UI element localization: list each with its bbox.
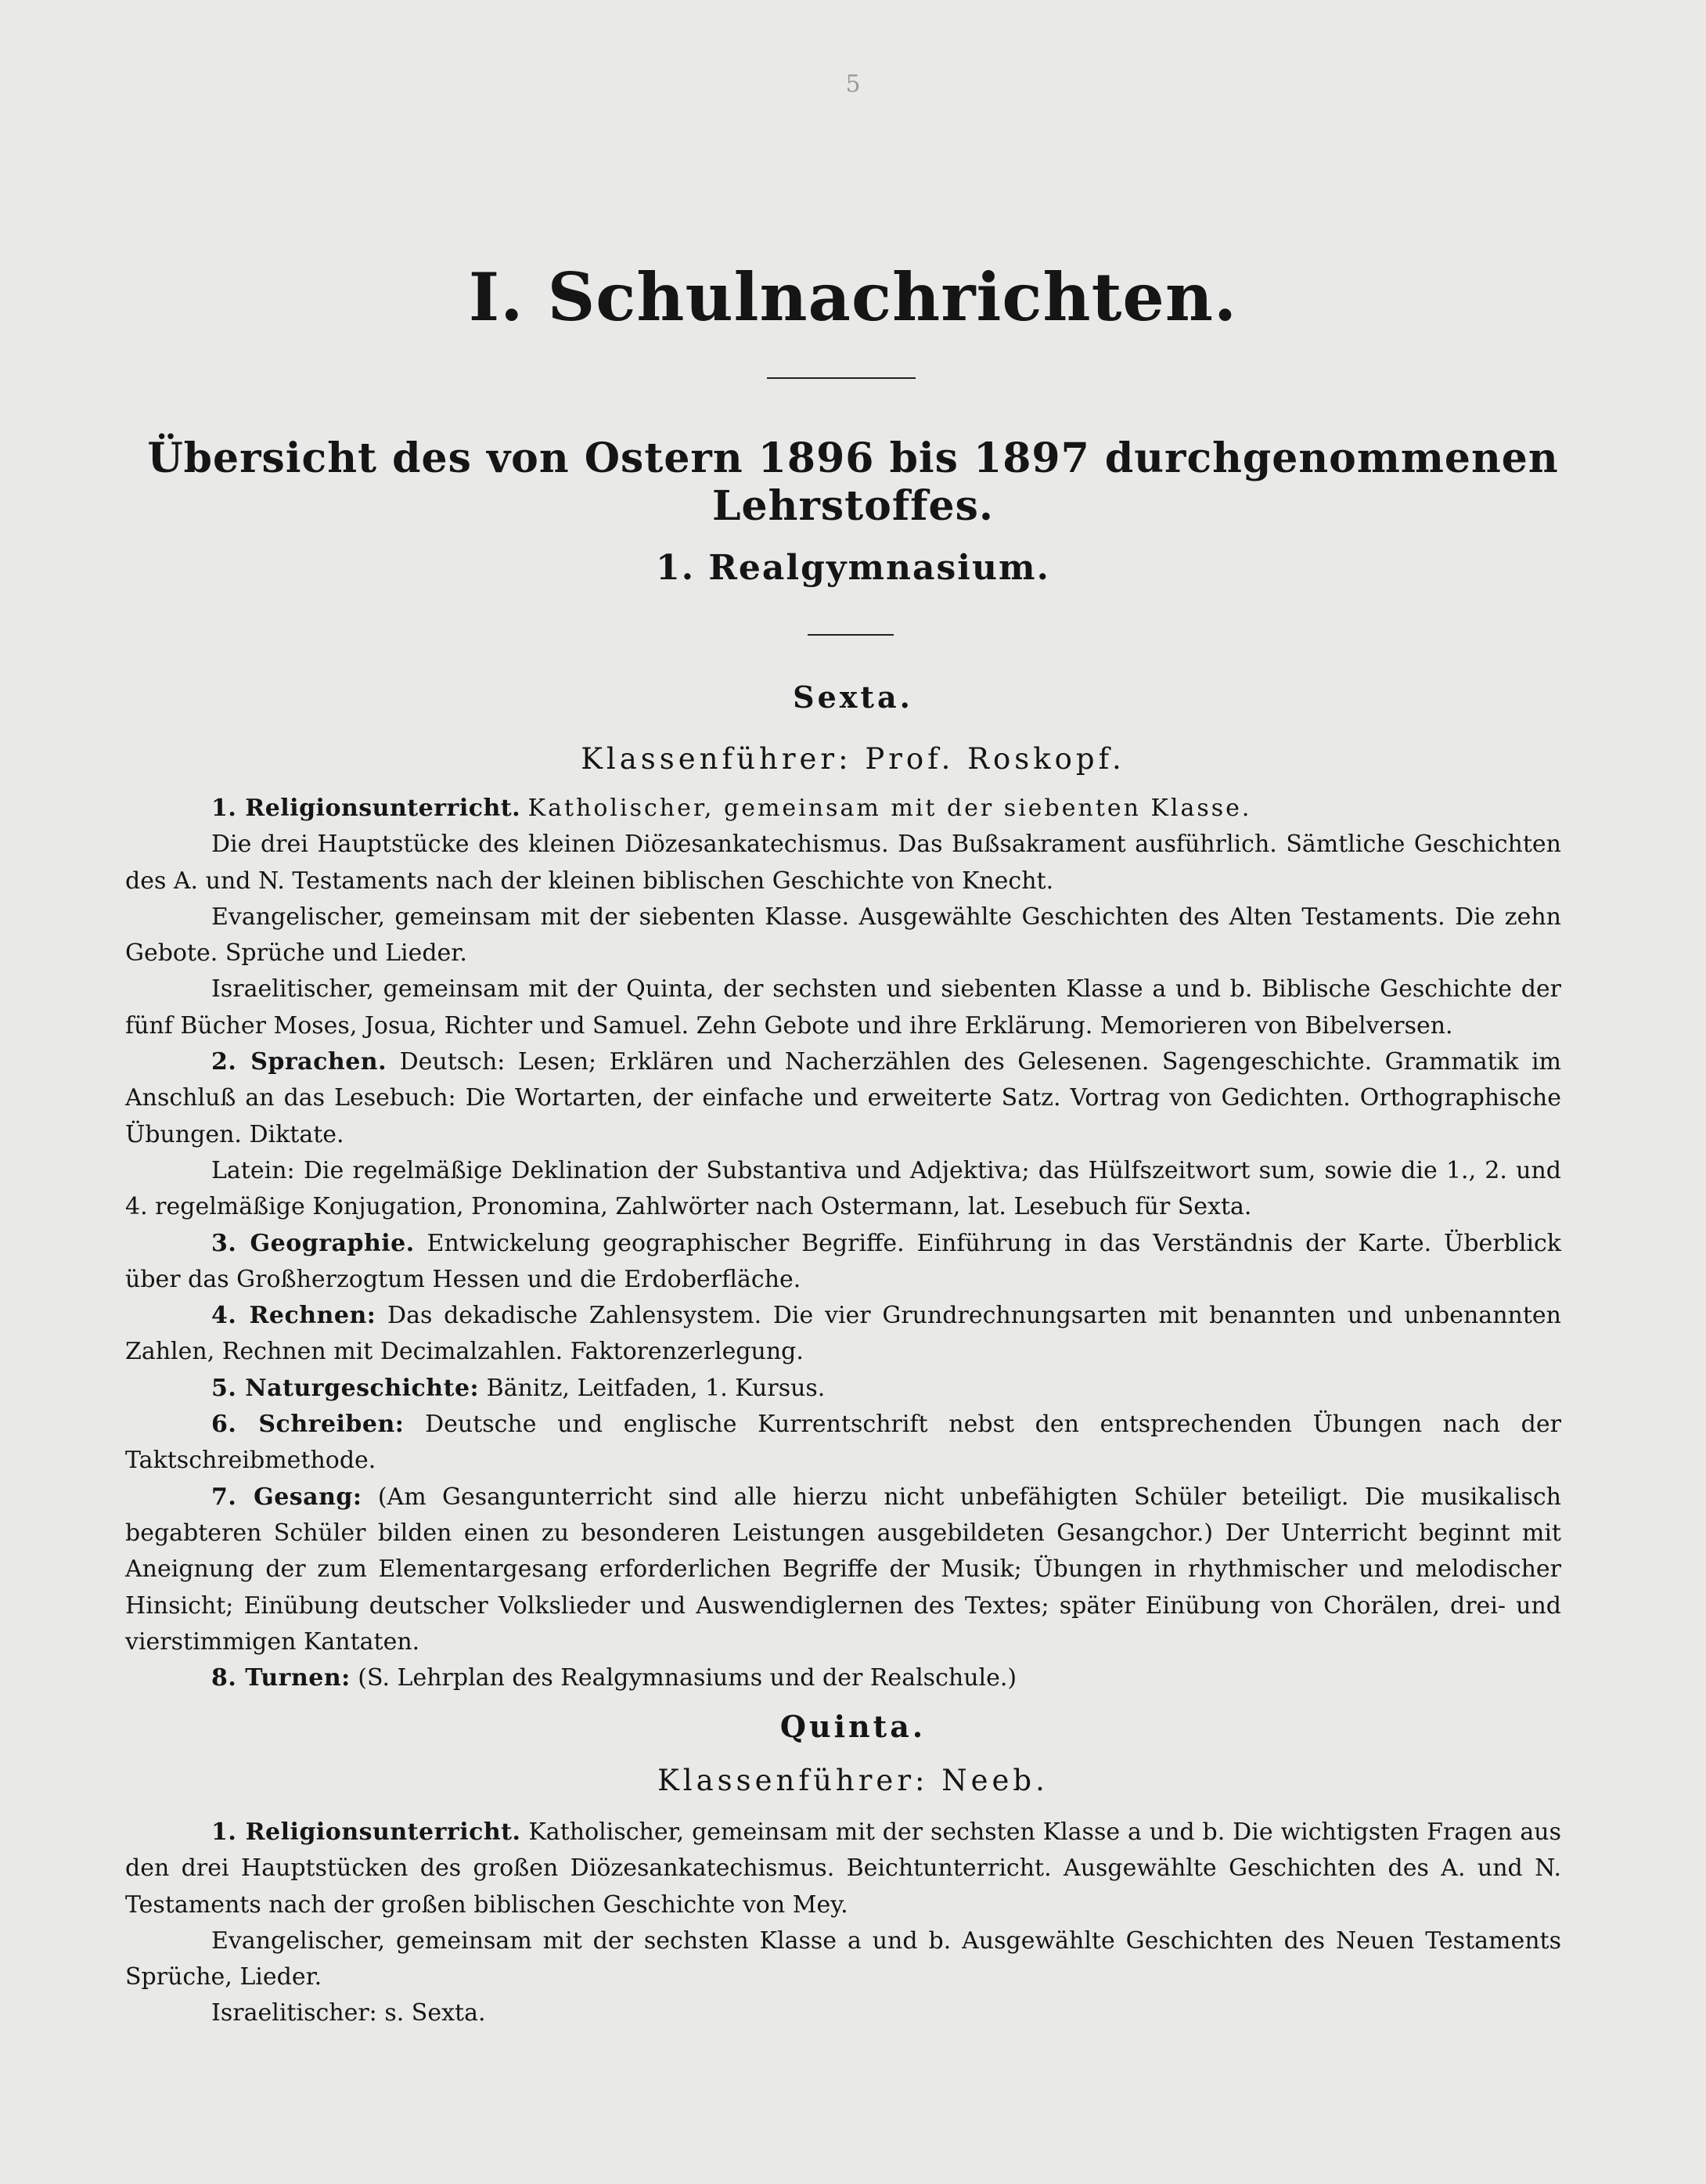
quinta-teacher: Klassenführer: Neeb. (657, 1764, 1049, 1797)
sexta-geographie-label: 3. Geographie. (211, 1229, 415, 1257)
sexta-sprachen-para (125, 1044, 1561, 1153)
sexta-geographie-text: Entwickelung geographischer Begriffe. Einführung in das Verständnis der Karte. Überblick über das Großherzogtum Hessen und die Erdoberfläche. (125, 1229, 1561, 1293)
sexta-schreiben-text: Deutsche und englische Kurrentschrift nebst den entsprechenden Übungen nach der Taktschreibmethode. (125, 1411, 1561, 1475)
quinta-religion-kath: Katholischer, gemeinsam mit der sechsten Klasse a und b. Die wichtigsten Fragen aus den drei Hauptstücken des großen Diözesankatechismus. Beichtunterricht. Ausgewählte Geschichten des A. und N. Testaments nach der großen biblischen Geschichte von Mey. (125, 1818, 1561, 1919)
sexta-religion-para (125, 791, 1561, 827)
sexta-body (125, 791, 1561, 1696)
sexta-teacher: Klassenführer: Prof. Roskopf. (581, 742, 1125, 776)
sexta-rechnen-label: 4. Rechnen: (211, 1302, 376, 1330)
quinta-religion-isr: Israelitischer: s. Sexta. (211, 1999, 486, 2027)
sexta-schreiben-para (125, 1407, 1561, 1479)
overview-heading: Übersicht des von Ostern 1896 bis 1897 durchgenommenen Lehrstoffes. (147, 434, 1559, 530)
sexta-naturgeschichte-para (125, 1371, 1561, 1407)
sexta-sprachen-label: 2. Sprachen. (211, 1048, 387, 1076)
sexta-religion-isr: Israelitischer, gemeinsam mit der Quinta, der sechsten und siebenten Klasse a und b. Biblische Geschichte der fünf Bücher Moses, Josua, Richter und Samuel. Zehn Gebote und ihre Erklärung. Memorieren von Bibelversen. (125, 975, 1561, 1040)
sexta-gesang-label: 7. Gesang: (211, 1483, 362, 1511)
sexta-deutsch-text: Deutsch: Lesen; Erklären und Nacherzählen des Gelesenen. Sagengeschichte. Grammatik im Anschluß an das Lesebuch: Die Wortarten, der einfache und erweiterte Satz. Vortrag von Gedichten. Orthographische Übungen. Diktate. (125, 1048, 1561, 1148)
sexta-turnen-text: (S. Lehrplan des Realgymnasiums und der Realschule.) (358, 1664, 1017, 1692)
sexta-gesang-text: (Am Gesangunterricht sind alle hierzu nicht unbefähigten Schüler beteiligt. Die musikalisch begabteren Schüler bilden einen zu besonderen Leistungen ausgebildeten Gesangchor.) Der Unterricht beginnt mit Aneignung der zum Elementargesang erforderlichen Begriffe der Musik; Übungen in rhythmischer und melodischer Hinsicht; Einübung deutscher Volkslieder und Auswendiglernen des Textes; später Einübung von Chorälen, drei- und vierstimmigen Kantaten. (125, 1483, 1561, 1656)
sexta-geographie-para (125, 1226, 1561, 1299)
heading-divider (767, 377, 916, 379)
sexta-latein-text: Latein: Die regelmäßige Deklination der Substantiva und Adjektiva; das Hülfszeitwort sum, sowie die 1., 2. und 4. regelmäßige Konjugation, Pronomina, Zahlwörter nach Ostermann, lat. Lesebuch für Sexta. (125, 1156, 1561, 1221)
sexta-rechnen-text: Das dekadische Zahlensystem. Die vier Grundrechnungsarten mit benannten und unbenannten Zahlen, Rechnen mit Decimalzahlen. Faktorenzerlegung. (125, 1302, 1561, 1366)
main-heading: I. Schulnachrichten. (468, 258, 1238, 336)
school-divider (808, 634, 894, 636)
sexta-religion-kath: Katholischer, gemeinsam mit der siebenten Klasse. (527, 795, 1252, 822)
quinta-religion-label: 1. Religionsunterricht. (211, 1818, 521, 1846)
sexta-religion-ev: Evangelischer, gemeinsam mit der siebenten Klasse. Ausgewählte Geschichten des Alten Testaments. Die zehn Gebote. Sprüche und Lieder. (125, 903, 1561, 968)
quinta-body (125, 1815, 1561, 2032)
sexta-rechnen-para (125, 1298, 1561, 1371)
quinta-title: Quinta. (779, 1709, 927, 1744)
sexta-religion-label: 1. Religionsunterricht. (211, 795, 521, 822)
school-heading: 1. Realgymnasium. (656, 548, 1050, 588)
sexta-turnen-para (125, 1660, 1561, 1696)
sexta-religion-kath-text: Die drei Hauptstücke des kleinen Diözesankatechismus. Das Bußsakrament ausführlich. Sämtliche Geschichten des A. und N. Testaments nach der kleinen biblischen Geschichte von Knecht. (125, 831, 1561, 895)
quinta-religion-ev: Evangelischer, gemeinsam mit der sechsten Klasse a und b. Ausgewählte Geschichten des Neuen Testaments Sprüche, Lieder. (125, 1926, 1561, 1991)
sexta-turnen-label: 8. Turnen: (211, 1664, 351, 1692)
page-number: 5 (845, 70, 861, 98)
quinta-religion-para (125, 1815, 1561, 1923)
sexta-title: Sexta. (793, 679, 913, 715)
sexta-schreiben-label: 6. Schreiben: (211, 1411, 405, 1439)
sexta-gesang-para (125, 1479, 1561, 1660)
sexta-naturgeschichte-label: 5. Naturgeschichte: (211, 1374, 480, 1402)
sexta-naturgeschichte-text: Bänitz, Leitfaden, 1. Kursus. (486, 1374, 826, 1402)
